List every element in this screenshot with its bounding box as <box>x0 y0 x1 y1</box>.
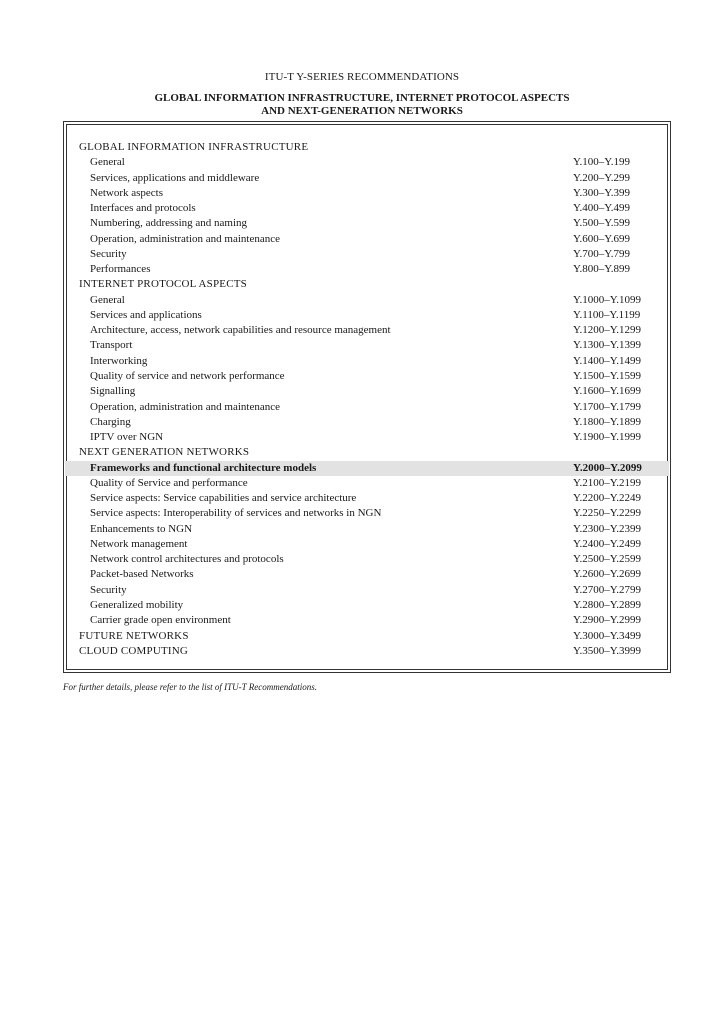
section-label: FUTURE NETWORKS <box>79 629 189 642</box>
table-row <box>65 598 669 613</box>
table-row <box>65 293 669 308</box>
section-heading <box>65 277 669 292</box>
table-row <box>65 415 669 430</box>
table-row <box>65 201 669 216</box>
row-label: Transport <box>90 339 133 352</box>
table-row <box>65 613 669 628</box>
row-label: Service aspects: Interoperability of services and networks in NGN <box>90 507 382 520</box>
row-label: General <box>90 293 125 306</box>
row-range: Y.2600–Y.2699 <box>573 568 642 581</box>
row-label: Service aspects: Service capabilities and service architecture <box>90 492 357 505</box>
row-label: Network management <box>90 537 188 550</box>
row-label: Charging <box>90 415 131 428</box>
table-row <box>65 247 669 262</box>
row-label: IPTV over NGN <box>90 431 164 444</box>
section-heading <box>65 445 669 460</box>
row-range: Y.300–Y.399 <box>573 186 631 199</box>
row-label: Signalling <box>90 385 136 398</box>
row-label: Operation, administration and maintenance <box>90 232 280 245</box>
table-row <box>65 232 669 247</box>
row-label: Numbering, addressing and naming <box>90 217 248 230</box>
row-label: Carrier grade open environment <box>90 614 231 627</box>
row-label: Generalized mobility <box>90 598 184 611</box>
table-row <box>65 583 669 598</box>
page-title-line-1: GLOBAL INFORMATION INFRASTRUCTURE, INTERNET PROTOCOL ASPECTS <box>154 92 570 104</box>
recommendations-table <box>65 140 669 659</box>
row-range: Y.1400–Y.1499 <box>573 354 642 367</box>
row-label: Architecture, access, network capabilities and resource management <box>90 324 391 337</box>
row-range: Y.100–Y.199 <box>573 156 631 169</box>
table-row <box>65 338 669 353</box>
table-row <box>65 155 669 170</box>
row-label: Network control architectures and protocols <box>90 553 284 566</box>
table-row <box>65 552 669 567</box>
row-label: Performances <box>90 263 151 276</box>
row-range: Y.800–Y.899 <box>573 263 631 276</box>
table-row <box>65 369 669 384</box>
table-row <box>65 567 669 582</box>
row-range: Y.200–Y.299 <box>573 171 631 184</box>
table-row <box>65 506 669 521</box>
row-label: Services, applications and middleware <box>90 171 260 184</box>
row-label: General <box>90 156 125 169</box>
row-range: Y.2700–Y.2799 <box>573 583 642 596</box>
row-range: Y.700–Y.799 <box>573 247 631 260</box>
row-label: Security <box>90 583 127 596</box>
table-row <box>65 216 669 231</box>
section-heading <box>65 140 669 155</box>
table-row <box>65 400 669 415</box>
row-label: Quality of service and network performance <box>90 369 285 382</box>
series-title: ITU-T Y-SERIES RECOMMENDATIONS <box>264 71 460 83</box>
table-row <box>65 430 669 445</box>
row-label: Interfaces and protocols <box>90 202 196 215</box>
table-row <box>65 384 669 399</box>
page-title-line-2: AND NEXT-GENERATION NETWORKS <box>261 105 463 117</box>
table-row-highlighted <box>65 461 669 476</box>
row-range: Y.2900–Y.2999 <box>573 614 642 627</box>
row-range: Y.2100–Y.2199 <box>573 476 642 489</box>
row-range: Y.1000–Y.1099 <box>573 293 642 306</box>
table-row <box>65 537 669 552</box>
table-row <box>65 262 669 277</box>
row-range: Y.2800–Y.2899 <box>573 598 642 611</box>
table-row <box>65 308 669 323</box>
section-range: Y.3500–Y.3999 <box>573 644 642 657</box>
row-label: Packet-based Networks <box>90 568 194 581</box>
table-row <box>65 522 669 537</box>
row-range: Y.1100–Y.1199 <box>573 308 641 321</box>
section-label: NEXT GENERATION NETWORKS <box>79 446 250 459</box>
row-label: Enhancements to NGN <box>90 522 193 535</box>
page-title <box>0 92 724 118</box>
section-heading <box>65 629 669 644</box>
row-range: Y.2250–Y.2299 <box>573 507 642 520</box>
row-range: Y.2200–Y.2249 <box>573 492 642 505</box>
row-range: Y.2300–Y.2399 <box>573 522 642 535</box>
row-range: Y.600–Y.699 <box>573 232 631 245</box>
row-range: Y.2000–Y.2099 <box>573 461 642 474</box>
section-label: INTERNET PROTOCOL ASPECTS <box>79 278 247 291</box>
section-label: GLOBAL INFORMATION INFRASTRUCTURE <box>79 141 309 153</box>
row-label: Network aspects <box>90 186 164 199</box>
row-label: Operation, administration and maintenance <box>90 400 280 413</box>
row-range: Y.1600–Y.1699 <box>573 385 642 398</box>
row-range: Y.2400–Y.2499 <box>573 537 642 550</box>
table-row <box>65 354 669 369</box>
table-row <box>65 491 669 506</box>
row-range: Y.2500–Y.2599 <box>573 553 642 566</box>
table-row <box>65 323 669 338</box>
table-row <box>65 171 669 186</box>
row-range: Y.1200–Y.1299 <box>573 324 642 337</box>
section-label: CLOUD COMPUTING <box>79 644 189 657</box>
row-label: Interworking <box>90 354 148 367</box>
row-range: Y.1800–Y.1899 <box>573 415 642 428</box>
table-row <box>65 476 669 491</box>
row-label: Security <box>90 247 127 260</box>
row-range: Y.1500–Y.1599 <box>573 369 642 382</box>
row-label: Services and applications <box>90 308 202 321</box>
section-range: Y.3000–Y.3499 <box>573 629 642 642</box>
section-heading <box>65 644 669 659</box>
row-range: Y.1900–Y.1999 <box>573 431 642 444</box>
row-label: Quality of Service and performance <box>90 476 248 489</box>
row-range: Y.500–Y.599 <box>573 217 631 230</box>
row-label: Frameworks and functional architecture models <box>90 461 317 474</box>
table-row <box>65 186 669 201</box>
row-range: Y.1300–Y.1399 <box>573 339 642 352</box>
footer-note: For further details, please refer to the list of ITU-T Recommendations. <box>63 682 317 692</box>
row-range: Y.400–Y.499 <box>573 202 631 215</box>
row-range: Y.1700–Y.1799 <box>573 400 642 413</box>
